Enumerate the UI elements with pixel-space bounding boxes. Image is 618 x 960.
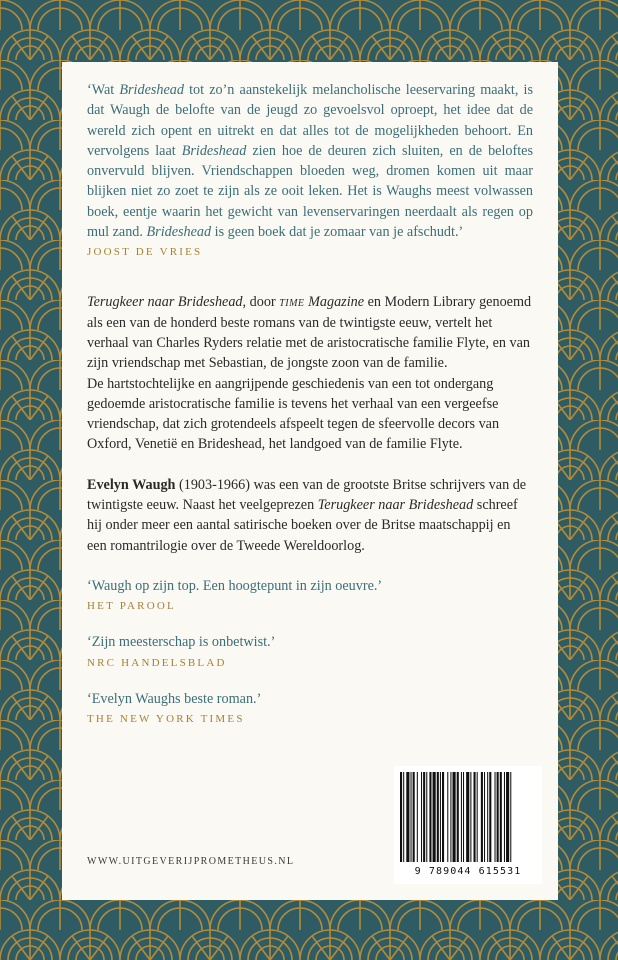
barcode-bar [400, 772, 402, 862]
barcode-bar [497, 772, 499, 862]
description-paragraph-1 [87, 292, 533, 373]
barcode-bar [506, 772, 509, 862]
book-title-italic: Terugkeer naar Brideshead [317, 497, 474, 514]
publisher-website: WWW.UITGEVERIJPROMETHEUS.NL [87, 856, 295, 867]
barcode-bar [429, 772, 431, 862]
desc-fragment: en Modern Library genoemd als een van de honderd beste romans van de twintigste eeuw, vertelt het verhaal van Charles Ryders relatie met de aristocratische familie Flyte, en van zijn vriendschap met Sebastian, de jongste zoon van de familie. [87, 294, 532, 372]
barcode-bar [487, 772, 488, 862]
review-quote [87, 632, 533, 668]
quote-title-italic: Brideshead [181, 142, 247, 159]
bio-fragment: (1903-1966) was een van de grootste Britse schrijvers van de twintigste eeuw. Naast het veelgeprezen [87, 476, 527, 514]
barcode-bar [504, 772, 505, 862]
barcode-bar [413, 772, 415, 862]
barcode-bar [500, 772, 502, 862]
main-quote-text [87, 80, 533, 242]
book-title-italic: Terugkeer naar Brideshead [87, 294, 243, 311]
barcode-bar [421, 772, 422, 862]
quote-fragment: ‘Wat [87, 82, 120, 98]
author-bio [87, 475, 533, 556]
barcode-bar [457, 772, 459, 862]
barcode-bar [453, 772, 456, 862]
magazine-italic: Magazine [304, 294, 365, 311]
author-name: Evelyn Waugh [87, 476, 176, 493]
desc-fragment: , door [242, 294, 280, 311]
barcode-bar [477, 772, 478, 862]
quote-title-italic: Brideshead [119, 82, 184, 98]
bio-fragment: schreef hij onder meer een aantal satirische boeken over de Britse maatschappij en een romantrilogie over de Tweede Wereldoorlog. [87, 497, 518, 554]
main-review-quote [87, 80, 533, 258]
barcode-bar [463, 772, 464, 862]
review-quote [87, 689, 533, 725]
main-quote-source: JOOST DE VRIES [87, 246, 203, 259]
barcode-bar [426, 772, 427, 862]
barcode-bar [461, 772, 462, 862]
quote-fragment: zien hoe de deuren zich sluiten, en de beloftes onvervuld blijven. Vriendschappen bloeden weg, dromen komen uit maar blijken niet zo zoet te zijn als ze ooit leken. Het is Waughs meest volwassen boek, eentje waarin het gewicht van levenservaringen neerdaalt als regen op mul zand. [87, 142, 533, 241]
barcode-bar [484, 772, 485, 862]
description-paragraph-2: De hartstochtelijke en aangrijpende geschiedenis van een tot ondergang gedoemde aristocratische familie is tevens het verhaal van een vergeefse vriendschap, dat zich grotendeels afspeelt tegen de sfeervolle decors van Oxford, Venetië en Brideshead, het landgoed van de familie Flyte. [87, 375, 500, 453]
barcode-bar [403, 772, 404, 862]
quote-fragment: tot zo’n aanstekelijk melancholische leeservaring maakt, is dat Waugh de belofte van de jeugd zo gevoelsvol oproept, het idee dat de wereld zich opent en uitrekt en dat alles tot de mogelijkheden behoort. En vervolgens laat [87, 82, 534, 159]
book-description [87, 292, 533, 454]
review-quote-text: ‘Evelyn Waughs beste roman.’ [87, 690, 262, 707]
review-quote-text: ‘Waugh op zijn top. Een hoogtepunt in zijn oeuvre.’ [87, 577, 383, 594]
barcode-bar [406, 772, 409, 862]
barcode-bar [411, 772, 412, 862]
barcode-bar [433, 772, 436, 862]
review-quote [87, 576, 533, 612]
barcode-bar [470, 772, 471, 862]
bio-paragraph [87, 475, 533, 556]
barcode-bar [481, 772, 483, 862]
barcode-bar [423, 772, 425, 862]
barcode-bar [495, 772, 496, 862]
barcode-bar [440, 772, 441, 862]
review-quote-source: HET PAROOL [87, 600, 176, 613]
text-panel [62, 62, 558, 900]
review-quote-source: THE NEW YORK TIMES [87, 712, 245, 725]
barcode-bar [437, 772, 439, 862]
barcode-bar [447, 772, 448, 862]
barcode-bar [442, 772, 444, 862]
barcode-bar [510, 772, 511, 862]
barcode-bar [489, 772, 491, 862]
time-small-caps: time [279, 294, 305, 311]
barcode-bar [466, 772, 469, 862]
quote-title-italic: Brideshead [146, 224, 212, 241]
quote-fragment: is geen boek dat je zomaar van je afschudt.’ [211, 224, 464, 241]
barcode-bar [474, 772, 476, 862]
review-quote-text: ‘Zijn meesterschap is onbetwist.’ [87, 634, 276, 651]
isbn-digits: 9 789044 615531 [414, 866, 522, 877]
barcode-bar [450, 772, 451, 862]
review-quote-source: NRC HANDELSBLAD [87, 656, 227, 669]
barcode-bar [417, 772, 418, 862]
